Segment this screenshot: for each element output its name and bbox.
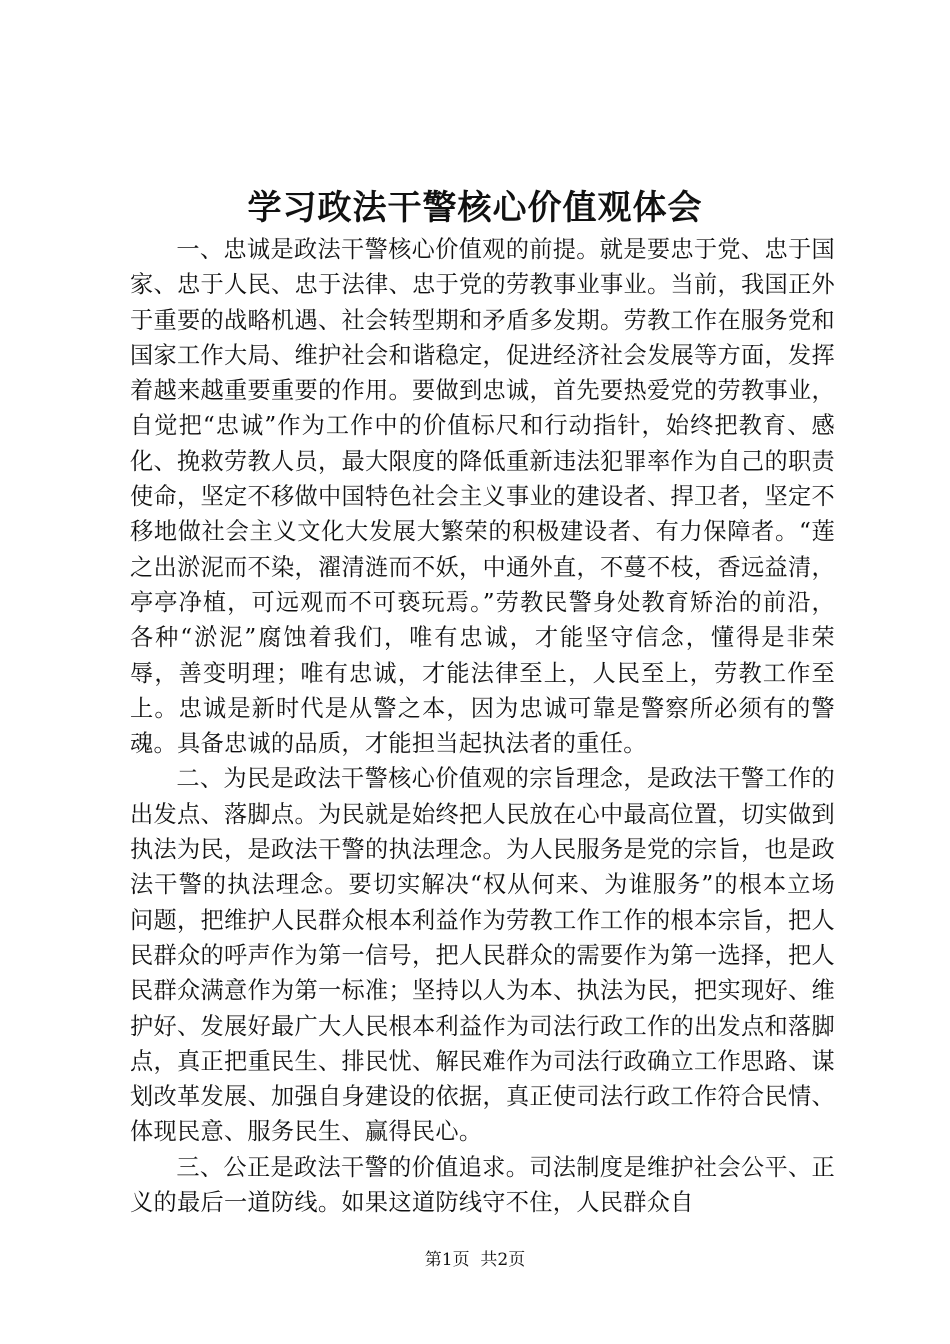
paragraph-loyalty: 一、忠诚是政法干警核心价值观的前提。就是要忠于党、忠于国家、忠于人民、忠于法律、忠于党的劳教事业事业。当前，我国正外于重要的战略机遇、社会转型期和矛盾多发期。劳教工作在服务党和国家工作大局、维护社会和谐稳定，促进经济社会发展等方面，发挥着越来越重要重要的作用。要做到忠诚，首先要热爱党的劳教事业，自觉把“忠诚”作为工作中的价值标尺和行动指针，始终把教育、感化、挽救劳教人员，最大限度的降低重新违法犯罪率作为自己的职责使命，坚定不移做中国特色社会主义事业的建设者、捍卫者，坚定不移地做社会主义文化大发展大繁荣的积极建设者、有力保障者。“莲之出淤泥而不染，濯清涟而不妖，中通外直，不蔓不枝，香远益清，亭亭净植，可远观而不可亵玩焉。”劳教民警身处教育矫治的前沿，各种“淤泥”腐蚀着我们，唯有忠诚，才能坚守信念，懂得是非荣辱，善变明理；唯有忠诚，才能法律至上，人民至上，劳教工作至上。忠诚是新时代是从警之本，因为忠诚可靠是警察所必须有的警魂。具备忠诚的品质，才能担当起执法者的重任。	[130, 236, 835, 758]
document-body	[130, 232, 835, 1220]
page-footer: 第1页 共2页	[424, 1250, 526, 1270]
page-title: 学习政法干警核心价值观体会	[247, 188, 703, 228]
paragraph-serve-people: 二、为民是政法干警核心价值观的宗旨理念，是政法干警工作的出发点、落脚点。为民就是始终把人民放在心中最高位置，切实做到执法为民，是政法干警的执法理念。为人民服务是党的宗旨，也是政法干警的执法理念。要切实解决“权从何来、为谁服务”的根本立场问题，把维护人民群众根本利益作为劳教工作工作的根本宗旨，把人民群众的呼声作为第一信号，把人民群众的需要作为第一选择，把人民群众满意作为第一标准；坚持以人为本、执法为民，把实现好、维护好、发展好最广大人民根本利益作为司法行政工作的出发点和落脚点，真正把重民生、排民忧、解民难作为司法行政确立工作思路、谋划改革发展、加强自身建设的依据，真正使司法行政工作符合民情、体现民意、服务民生、赢得民心。	[130, 765, 835, 1146]
paragraph-justice: 三、公正是政法干警的价值追求。司法制度是维护社会公平、正义的最后一道防线。如果这道防线守不住，人民群众自	[130, 1153, 835, 1217]
